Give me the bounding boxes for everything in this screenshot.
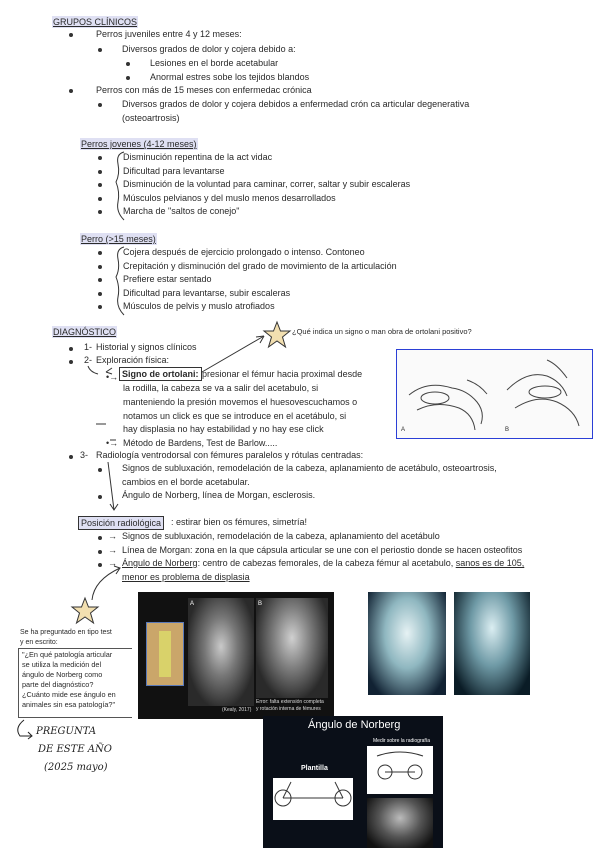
bullet <box>98 550 102 554</box>
rad-l1: Signos de subluxación, remodelación de la cabeza, aplanamiento de acetábulo, osteoartrosis, <box>122 463 497 473</box>
xray-caption-right-l2: y rotación interna de fémures <box>256 706 321 712</box>
curved-arrow-icon <box>10 718 38 740</box>
star-question: ¿Qué indica un signo o man obra de ortolani positivo? <box>292 327 472 336</box>
side-note-l1: Se ha preguntado en tipo test <box>20 629 112 636</box>
bullet <box>69 455 73 459</box>
posicion-label: Posición radiológica <box>78 516 164 530</box>
adult-header: Perros con más de 15 meses con enfermedac crónica <box>96 85 312 95</box>
side-note-q5: ¿Cuánto mide ese ángulo en <box>22 690 116 699</box>
ortolani-figure <box>396 349 593 439</box>
adultos-item: Cojera después de ejercicio prolongado o intenso. Contoneo <box>123 247 365 257</box>
item1: Historial y signos clínicos <box>96 342 197 352</box>
norberg-label: Ángulo de Norberg <box>122 558 198 568</box>
side-note-q2: se utiliza la medición del <box>22 660 102 669</box>
bullet <box>98 305 102 309</box>
bullet <box>98 210 102 214</box>
bullet <box>98 495 102 499</box>
bullet <box>98 292 102 296</box>
pelvis-xray-2 <box>454 592 530 695</box>
norberg-fig-plantilla: Plantilla <box>301 765 328 772</box>
pos-l2: Línea de Morgan: zona en la que cápsula articular se une con el periostio donde se hacen osteofitos <box>122 545 523 555</box>
item2: Exploración física: <box>96 355 170 365</box>
norberg-fig-subtitle: Medir sobre la radiografía <box>373 738 430 744</box>
ortolani-label-a: A <box>401 427 406 433</box>
bardens: Método de Bardens, Test de Barlow..... <box>123 438 278 448</box>
norberg-diagram <box>367 746 433 794</box>
bullet <box>98 48 102 52</box>
jovenes-item: Músculos pelvianos y del muslo menos desarrollados <box>123 192 336 203</box>
xray-panel-b: B <box>258 601 263 607</box>
norberg-l2: menor es problema de displasia <box>122 572 250 582</box>
handwriting-l3: (2025 mayo) <box>44 762 108 773</box>
section-title-diagnostico: DIAGNÓSTICO <box>53 327 117 337</box>
item2-number: 2- <box>84 355 93 365</box>
juv-sub: Diversos grados de dolor y cojera debido a: <box>122 44 296 54</box>
arrow-bullet: •→ <box>106 372 119 382</box>
ortolani-l4: notamos un click es que se introduce en el acetábulo, si <box>123 411 347 421</box>
ortolani-l3: manteniendo la presión movemos el huesovescuchamos o <box>123 397 358 407</box>
ortolani-label-b: B <box>505 427 510 433</box>
ortolani-hands-illustration <box>397 350 592 438</box>
xray-right <box>256 598 328 698</box>
arrow-bullet: → <box>108 558 117 568</box>
side-note-q4: parte del diagnóstico? <box>22 680 94 689</box>
juv-header: Perros juveniles entre 4 y 12 meses: <box>96 29 242 39</box>
norberg-value: sanos es de 105, <box>455 558 525 568</box>
item1-number: 1- <box>84 342 93 352</box>
bullet <box>98 278 102 282</box>
pelvis-xray-1 <box>368 592 446 695</box>
rad-l3: Ángulo de Norberg, línea de Morgan, esclerosis. <box>122 490 316 500</box>
juv-sub2: Anormal estres sobe los tejidos blandos <box>150 72 310 82</box>
norberg-line <box>122 557 524 569</box>
pos-l1: Signos de subluxación, remodelación de la cabeza, aplanamiento del acetábulo <box>122 531 440 541</box>
xray-left <box>188 598 254 706</box>
adultos-item: Prefiere estar sentado <box>123 274 212 284</box>
bullet <box>98 197 102 201</box>
item3-number: 3- <box>80 450 89 460</box>
arrow-bullet: •→ <box>106 438 119 448</box>
bullet <box>98 103 102 107</box>
arrow-bullet: → <box>108 545 117 555</box>
adultos-item: Dificultad para levantarse, subir escaleras <box>123 287 291 298</box>
jovenes-item: Marcha de "saltos de conejo" <box>123 206 240 216</box>
rad-l2: cambios en el borde acetabular. <box>122 477 250 487</box>
bullet <box>98 468 102 472</box>
adultos-item: Crepitación y disminución del grado de movimiento de la articulación <box>123 260 397 271</box>
bullet <box>69 360 73 364</box>
bullet <box>98 536 102 540</box>
juv-sub1: Lesiones en el borde acetabular <box>150 58 279 68</box>
ortolani-l5: hay displasia no hay estabilidad y no hay ese click <box>123 424 324 434</box>
jovenes-item: Disminución de la voluntad para caminar, correr, saltar y subir escaleras <box>123 179 411 189</box>
xray-comparison <box>138 592 334 719</box>
ortolani-l1: presionar el fémur hacia proximal desde <box>202 369 363 379</box>
adult-sub-l1: Diversos grados de dolor y cojera debidos a enfermedad crón ca articular degenerativa <box>122 99 470 109</box>
jovenes-title: Perros jovenes (4-12 meses) <box>81 139 197 149</box>
bullet <box>98 170 102 174</box>
handwriting-l1: PREGUNTA <box>36 726 97 737</box>
section-title-grupos: GRUPOS CLÍNICOS <box>53 17 138 27</box>
bullet <box>69 33 73 37</box>
adultos-title: Perro (>15 meses) <box>81 234 156 244</box>
arrow-bullet: → <box>108 531 117 541</box>
side-note-q3: ángulo de Norberg como <box>22 670 103 679</box>
bullet <box>126 62 130 66</box>
bullet <box>69 347 73 351</box>
xray-panel-a: A <box>190 601 195 607</box>
bullet <box>69 89 73 93</box>
posicion-rest: : estirar bien os fémures, simetría! <box>171 517 308 527</box>
ortolani-l2: la rodilla, la cabeza se va a salir del acetabulo, si <box>123 383 319 393</box>
norberg-template <box>273 778 353 820</box>
arrow-icon <box>88 562 128 602</box>
side-note-q6: animales sin esa patología?" <box>22 700 116 709</box>
jovenes-item: Disminución repentina de la act vidac <box>123 152 273 162</box>
ortolani-label: Signo de ortolani: <box>119 367 202 381</box>
norberg-figure <box>263 716 443 848</box>
bullet <box>98 265 102 269</box>
side-note-q1: "¿En qué patología articular <box>22 650 113 659</box>
item3: Radiología ventrodorsal con fémures paralelos y rótulas centradas: <box>96 450 364 460</box>
xray-caption-right-l1: Error: falta extensión completa <box>256 699 324 705</box>
bullet <box>126 76 130 80</box>
norberg-rest: : centro de cabezas femorales, de la cabeza fémur al acetabulo, <box>197 558 456 568</box>
jovenes-item: Dificultad para levantarse <box>123 165 225 176</box>
handwriting-l2: DE ESTE AÑO <box>38 744 112 755</box>
xray-caption-left: (Kealy, 2017) <box>222 707 252 713</box>
norberg-xray <box>367 798 433 848</box>
dog-positioning-illustration <box>146 622 184 686</box>
arrow-icon <box>104 460 124 514</box>
adult-sub-l2: (osteoartrosis) <box>122 113 180 123</box>
norberg-fig-title: Ángulo de Norberg <box>308 719 401 731</box>
bullet <box>98 183 102 187</box>
bullet <box>98 251 102 255</box>
side-note-l2: y en escrito: <box>20 639 58 646</box>
adultos-item: Músculos de pelvis y muslo atrofiados <box>123 301 275 311</box>
bullet <box>98 156 102 160</box>
